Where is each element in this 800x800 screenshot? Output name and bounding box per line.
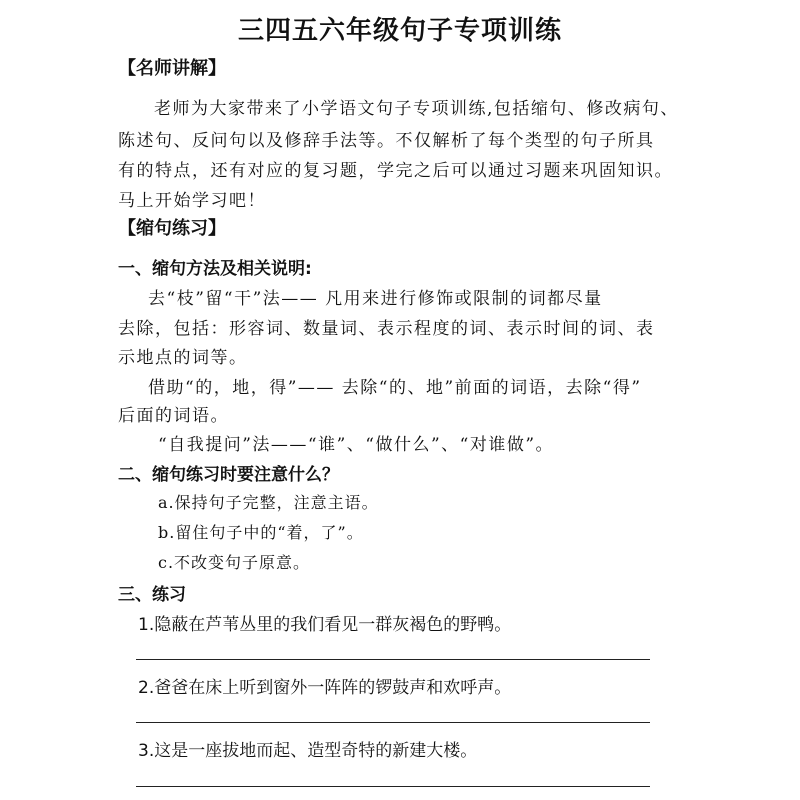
section1-line-1: 去“枝”留“干”法—— 凡用来进行修饰或限制的词都尽量: [148, 289, 603, 309]
practice-heading: 【缩句练习】: [118, 218, 226, 239]
section2-heading: 二、缩句练习时要注意什么？: [118, 465, 339, 485]
section2-option-b: b.留住句子中的“着，了”。: [158, 523, 364, 542]
answer-line-1[interactable]: [136, 659, 650, 660]
answer-line-2[interactable]: [136, 722, 650, 723]
section1-line-5: 后面的词语。: [118, 406, 229, 426]
section3-heading: 三、练习: [118, 585, 186, 605]
answer-line-3[interactable]: [136, 786, 650, 787]
section2-option-a: a.保持句子完整，注意主语。: [158, 493, 379, 512]
page-title: 三四五六年级句子专项训练: [237, 16, 562, 46]
section2-option-c: c.不改变句子原意。: [158, 553, 311, 572]
exercise-2: 2.爸爸在床上听到窗外一阵阵的锣鼓声和欢呼声。: [138, 678, 512, 698]
exercise-1: 1.隐蔽在芦苇丛里的我们看见一群灰褐色的野鸭。: [138, 615, 512, 635]
intro-heading: 【名师讲解】: [118, 58, 226, 79]
intro-line-2: 陈述句、反问句以及修辞手法等。不仅解析了每个类型的句子所具: [118, 131, 655, 151]
intro-line-4: 马上开始学习吧！: [118, 191, 266, 211]
section1-line-2: 去除，包括：形容词、数量词、表示程度的词、表示时间的词、表: [118, 319, 655, 339]
exercise-3: 3.这是一座拔地而起、造型奇特的新建大楼。: [138, 741, 478, 761]
intro-line-1: 老师为大家带来了小学语文句子专项训练,包括缩句、修改病句、: [154, 99, 679, 119]
intro-line-3: 有的特点，还有对应的复习题，学完之后可以通过习题来巩固知识。: [118, 161, 673, 181]
section1-heading: 一、缩句方法及相关说明:: [118, 259, 312, 279]
section1-line-6: “自我提问”法——“谁”、“做什么”、“对谁做”。: [158, 435, 555, 455]
section1-line-3: 示地点的词等。: [118, 348, 248, 368]
section1-line-4: 借助“的，地，得”—— 去除“的、地”前面的词语，去除“得”: [148, 378, 642, 398]
